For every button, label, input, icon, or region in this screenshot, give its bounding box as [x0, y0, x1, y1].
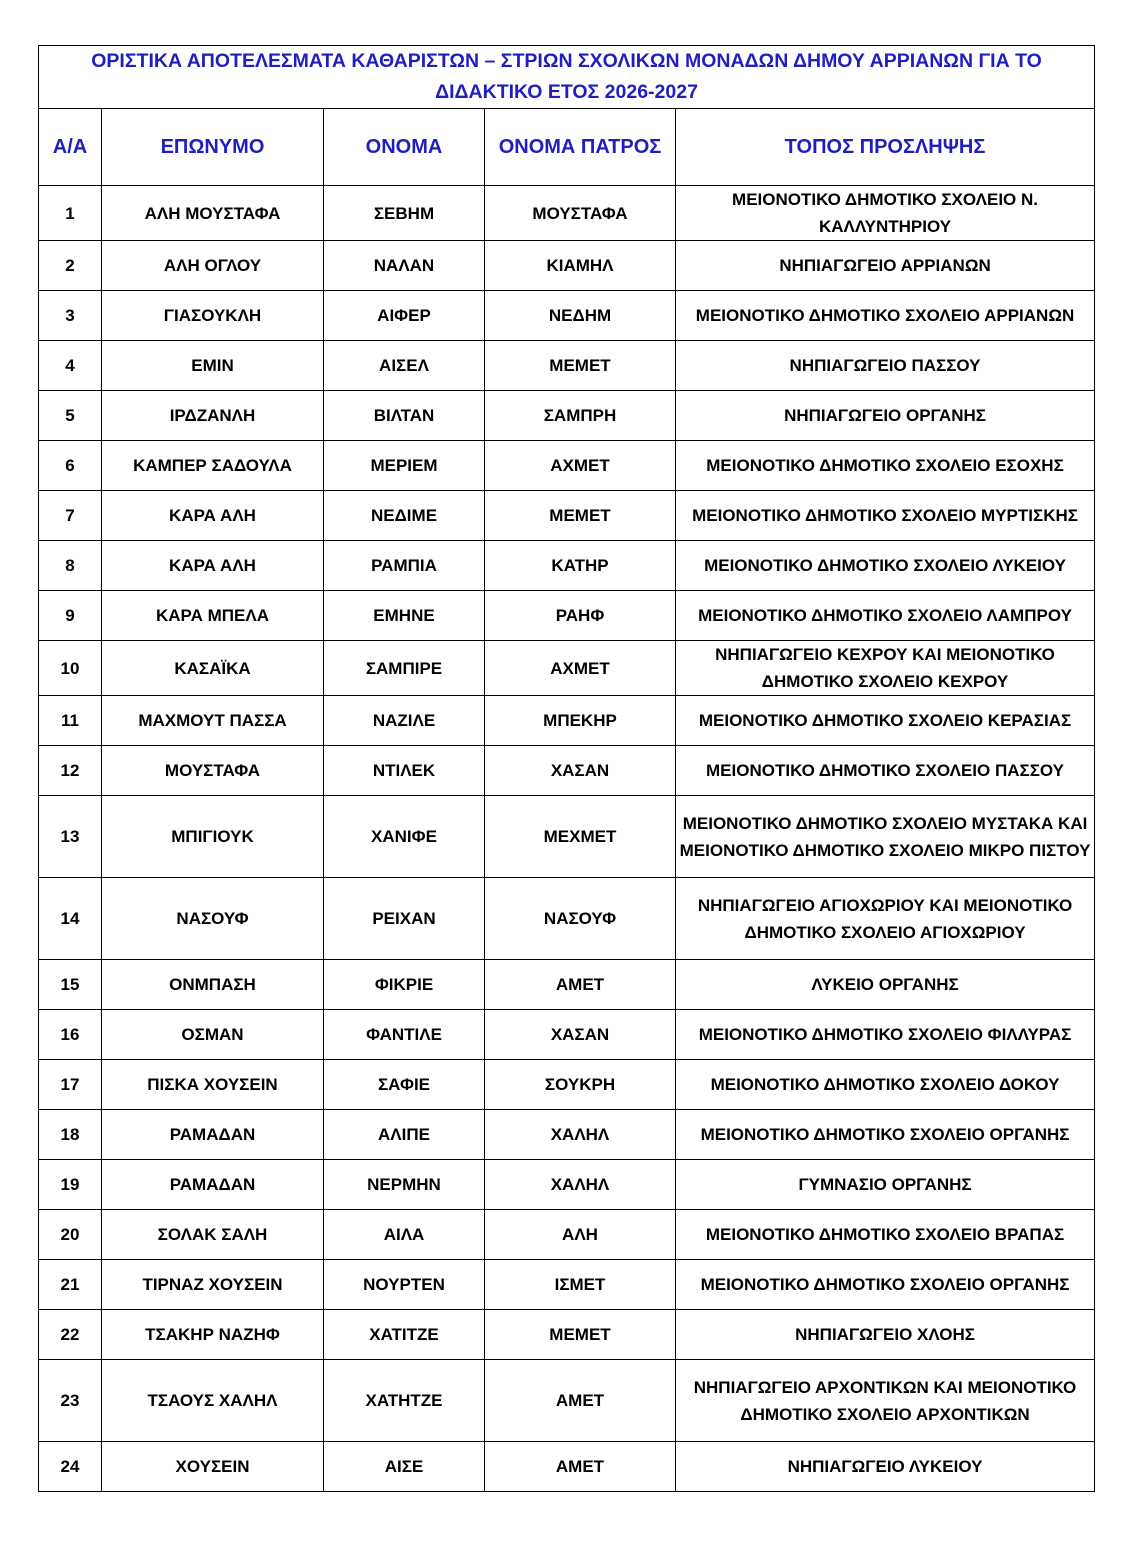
name-cell: ΒΙΛΤΑΝ: [324, 391, 485, 441]
name-cell: ΑΛΙΠΕ: [324, 1110, 485, 1160]
table-row: [39, 878, 1095, 960]
row-number: 22: [39, 1310, 102, 1360]
row-number: 17: [39, 1060, 102, 1110]
father-name-cell: ΝΑΣΟΥΦ: [485, 878, 676, 960]
place-cell: ΛΥΚΕΙΟ ΟΡΓΑΝΗΣ: [676, 960, 1095, 1010]
header-row: [39, 109, 1095, 186]
place-cell: ΜΕΙΟΝΟΤΙΚΟ ΔΗΜΟΤΙΚΟ ΣΧΟΛΕΙΟ ΛΑΜΠΡΟΥ: [676, 591, 1095, 641]
place-cell: ΝΗΠΙΑΓΩΓΕΙΟ ΛΥΚΕΙΟΥ: [676, 1442, 1095, 1492]
place-cell: ΜΕΙΟΝΟΤΙΚΟ ΔΗΜΟΤΙΚΟ ΣΧΟΛΕΙΟ ΚΕΡΑΣΙΑΣ: [676, 696, 1095, 746]
table-row: [39, 341, 1095, 391]
row-number: 4: [39, 341, 102, 391]
father-name-cell: ΚΙΑΜΗΛ: [485, 241, 676, 291]
surname-cell: ΣΟΛΑΚ ΣΑΛΗ: [102, 1210, 324, 1260]
document-title: ΟΡΙΣΤΙΚΑ ΑΠΟΤΕΛΕΣΜΑΤΑ ΚΑΘΑΡΙΣΤΩΝ – ΣΤΡΙΩΝ ΣΧΟΛΙΚΩΝ ΜΟΝΑΔΩΝ ΔΗΜΟΥ ΑΡΡΙΑΝΩΝ ΓΙΑ ΤΟ ΔΙΔΑΚΤΙΚΟ ΕΤΟΣ 2026-2027: [39, 46, 1095, 109]
results-table: [38, 45, 1095, 1492]
father-name-cell: ΧΑΣΑΝ: [485, 1010, 676, 1060]
table-row: [39, 696, 1095, 746]
father-name-cell: ΑΜΕΤ: [485, 1442, 676, 1492]
place-cell: ΓΥΜΝΑΣΙΟ ΟΡΓΑΝΗΣ: [676, 1160, 1095, 1210]
place-cell: ΜΕΙΟΝΟΤΙΚΟ ΔΗΜΟΤΙΚΟ ΣΧΟΛΕΙΟ Ν. ΚΑΛΛΥΝΤΗΡΙΟΥ: [676, 186, 1095, 241]
father-name-cell: ΡΑΗΦ: [485, 591, 676, 641]
place-cell: ΝΗΠΙΑΓΩΓΕΙΟ ΧΛΟΗΣ: [676, 1310, 1095, 1360]
name-cell: ΝΑΖΙΛΕ: [324, 696, 485, 746]
place-cell: ΝΗΠΙΑΓΩΓΕΙΟ ΚΕΧΡΟΥ ΚΑΙ ΜΕΙΟΝΟΤΙΚΟ ΔΗΜΟΤΙΚΟ ΣΧΟΛΕΙΟ ΚΕΧΡΟΥ: [676, 641, 1095, 696]
surname-cell: ΜΠΙΓΙΟΥΚ: [102, 796, 324, 878]
place-cell: ΜΕΙΟΝΟΤΙΚΟ ΔΗΜΟΤΙΚΟ ΣΧΟΛΕΙΟ ΟΡΓΑΝΗΣ: [676, 1110, 1095, 1160]
place-cell: ΝΗΠΙΑΓΩΓΕΙΟ ΠΑΣΣΟΥ: [676, 341, 1095, 391]
row-number: 8: [39, 541, 102, 591]
father-name-cell: ΑΛΗ: [485, 1210, 676, 1260]
surname-cell: ΑΛΗ ΜΟΥΣΤΑΦΑ: [102, 186, 324, 241]
name-cell: ΣΑΜΠΙΡΕ: [324, 641, 485, 696]
surname-cell: ΡΑΜΑΔΑΝ: [102, 1160, 324, 1210]
surname-cell: ΚΑΡΑ ΑΛΗ: [102, 541, 324, 591]
place-cell: ΜΕΙΟΝΟΤΙΚΟ ΔΗΜΟΤΙΚΟ ΣΧΟΛΕΙΟ ΒΡΑΠΑΣ: [676, 1210, 1095, 1260]
row-number: 20: [39, 1210, 102, 1260]
table-row: [39, 291, 1095, 341]
table-row: [39, 1110, 1095, 1160]
header-father-name: ΟΝΟΜΑ ΠΑΤΡΟΣ: [485, 109, 676, 186]
table-row: [39, 1010, 1095, 1060]
father-name-cell: ΣΟΥΚΡΗ: [485, 1060, 676, 1110]
row-number: 9: [39, 591, 102, 641]
father-name-cell: ΧΑΣΑΝ: [485, 746, 676, 796]
row-number: 6: [39, 441, 102, 491]
name-cell: ΜΕΡΙΕΜ: [324, 441, 485, 491]
place-cell: ΜΕΙΟΝΟΤΙΚΟ ΔΗΜΟΤΙΚΟ ΣΧΟΛΕΙΟ ΦΙΛΛΥΡΑΣ: [676, 1010, 1095, 1060]
table-row: [39, 241, 1095, 291]
row-number: 23: [39, 1360, 102, 1442]
place-cell: ΜΕΙΟΝΟΤΙΚΟ ΔΗΜΟΤΙΚΟ ΣΧΟΛΕΙΟ ΕΣΟΧΗΣ: [676, 441, 1095, 491]
table-row: [39, 1360, 1095, 1442]
name-cell: ΦΑΝΤΙΛΕ: [324, 1010, 485, 1060]
table-row: [39, 1260, 1095, 1310]
surname-cell: ΜΑΧΜΟΥΤ ΠΑΣΣΑ: [102, 696, 324, 746]
row-number: 16: [39, 1010, 102, 1060]
surname-cell: ΚΑΣΑΪΚΑ: [102, 641, 324, 696]
surname-cell: ΚΑΜΠΕΡ ΣΑΔΟΥΛΑ: [102, 441, 324, 491]
name-cell: ΧΑΝΙΦΕ: [324, 796, 485, 878]
name-cell: ΣΑΦΙΕ: [324, 1060, 485, 1110]
father-name-cell: ΑΧΜΕΤ: [485, 641, 676, 696]
table-row: [39, 1442, 1095, 1492]
name-cell: ΑΙΣΕ: [324, 1442, 485, 1492]
surname-cell: ΑΛΗ ΟΓΛΟΥ: [102, 241, 324, 291]
name-cell: ΣΕΒΗΜ: [324, 186, 485, 241]
father-name-cell: ΜΕΧΜΕΤ: [485, 796, 676, 878]
name-cell: ΝΑΛΑΝ: [324, 241, 485, 291]
header-place: ΤΟΠΟΣ ΠΡΟΣΛΗΨΗΣ: [676, 109, 1095, 186]
row-number: 15: [39, 960, 102, 1010]
father-name-cell: ΝΕΔΗΜ: [485, 291, 676, 341]
row-number: 1: [39, 186, 102, 241]
row-number: 7: [39, 491, 102, 541]
table-row: [39, 1160, 1095, 1210]
father-name-cell: ΜΠΕΚΗΡ: [485, 696, 676, 746]
header-name: ΟΝΟΜΑ: [324, 109, 485, 186]
title-row: [39, 46, 1095, 109]
row-number: 3: [39, 291, 102, 341]
surname-cell: ΠΙΣΚΑ ΧΟΥΣΕΙΝ: [102, 1060, 324, 1110]
name-cell: ΝΟΥΡΤΕΝ: [324, 1260, 485, 1310]
surname-cell: ΝΑΣΟΥΦ: [102, 878, 324, 960]
name-cell: ΑΙΣΕΛ: [324, 341, 485, 391]
row-number: 24: [39, 1442, 102, 1492]
name-cell: ΝΕΔΙΜΕ: [324, 491, 485, 541]
place-cell: ΜΕΙΟΝΟΤΙΚΟ ΔΗΜΟΤΙΚΟ ΣΧΟΛΕΙΟ ΛΥΚΕΙΟΥ: [676, 541, 1095, 591]
place-cell: ΜΕΙΟΝΟΤΙΚΟ ΔΗΜΟΤΙΚΟ ΣΧΟΛΕΙΟ ΟΡΓΑΝΗΣ: [676, 1260, 1095, 1310]
father-name-cell: ΚΑΤΗΡ: [485, 541, 676, 591]
surname-cell: ΕΜΙΝ: [102, 341, 324, 391]
table-row: [39, 1060, 1095, 1110]
surname-cell: ΚΑΡΑ ΑΛΗ: [102, 491, 324, 541]
results-document: [38, 45, 1094, 1492]
surname-cell: ΓΙΑΣΟΥΚΛΗ: [102, 291, 324, 341]
table-row: [39, 391, 1095, 441]
place-cell: ΜΕΙΟΝΟΤΙΚΟ ΔΗΜΟΤΙΚΟ ΣΧΟΛΕΙΟ ΑΡΡΙΑΝΩΝ: [676, 291, 1095, 341]
father-name-cell: ΑΧΜΕΤ: [485, 441, 676, 491]
surname-cell: ΜΟΥΣΤΑΦΑ: [102, 746, 324, 796]
place-cell: ΜΕΙΟΝΟΤΙΚΟ ΔΗΜΟΤΙΚΟ ΣΧΟΛΕΙΟ ΠΑΣΣΟΥ: [676, 746, 1095, 796]
name-cell: ΕΜΗΝΕ: [324, 591, 485, 641]
father-name-cell: ΧΑΛΗΛ: [485, 1160, 676, 1210]
father-name-cell: ΑΜΕΤ: [485, 960, 676, 1010]
surname-cell: ΧΟΥΣΕΙΝ: [102, 1442, 324, 1492]
place-cell: ΝΗΠΙΑΓΩΓΕΙΟ ΟΡΓΑΝΗΣ: [676, 391, 1095, 441]
row-number: 18: [39, 1110, 102, 1160]
father-name-cell: ΙΣΜΕΤ: [485, 1260, 676, 1310]
row-number: 14: [39, 878, 102, 960]
father-name-cell: ΜΟΥΣΤΑΦΑ: [485, 186, 676, 241]
row-number: 10: [39, 641, 102, 696]
table-row: [39, 746, 1095, 796]
table-row: [39, 641, 1095, 696]
name-cell: ΦΙΚΡΙΕ: [324, 960, 485, 1010]
table-row: [39, 960, 1095, 1010]
header-aa: Α/Α: [39, 109, 102, 186]
name-cell: ΑΙΦΕΡ: [324, 291, 485, 341]
surname-cell: ΙΡΔΖΑΝΛΗ: [102, 391, 324, 441]
place-cell: ΜΕΙΟΝΟΤΙΚΟ ΔΗΜΟΤΙΚΟ ΣΧΟΛΕΙΟ ΜΥΣΤΑΚΑ ΚΑΙ ΜΕΙΟΝΟΤΙΚΟ ΔΗΜΟΤΙΚΟ ΣΧΟΛΕΙΟ ΜΙΚΡΟ ΠΙΣΤΟΥ: [676, 796, 1095, 878]
name-cell: ΧΑΤΙΤΖΕ: [324, 1310, 485, 1360]
father-name-cell: ΜΕΜΕΤ: [485, 341, 676, 391]
place-cell: ΝΗΠΙΑΓΩΓΕΙΟ ΑΡΧΟΝΤΙΚΩΝ ΚΑΙ ΜΕΙΟΝΟΤΙΚΟ ΔΗΜΟΤΙΚΟ ΣΧΟΛΕΙΟ ΑΡΧΟΝΤΙΚΩΝ: [676, 1360, 1095, 1442]
surname-cell: ΤΣΑΟΥΣ ΧΑΛΗΛ: [102, 1360, 324, 1442]
name-cell: ΡΑΜΠΙΑ: [324, 541, 485, 591]
row-number: 21: [39, 1260, 102, 1310]
name-cell: ΝΕΡΜΗΝ: [324, 1160, 485, 1210]
name-cell: ΑΙΛΑ: [324, 1210, 485, 1260]
header-surname: ΕΠΩΝΥΜΟ: [102, 109, 324, 186]
name-cell: ΝΤΙΛΕΚ: [324, 746, 485, 796]
table-row: [39, 796, 1095, 878]
place-cell: ΝΗΠΙΑΓΩΓΕΙΟ ΑΓΙΟΧΩΡΙΟΥ ΚΑΙ ΜΕΙΟΝΟΤΙΚΟ ΔΗΜΟΤΙΚΟ ΣΧΟΛΕΙΟ ΑΓΙΟΧΩΡΙΟΥ: [676, 878, 1095, 960]
father-name-cell: ΜΕΜΕΤ: [485, 1310, 676, 1360]
place-cell: ΜΕΙΟΝΟΤΙΚΟ ΔΗΜΟΤΙΚΟ ΣΧΟΛΕΙΟ ΔΟΚΟΥ: [676, 1060, 1095, 1110]
row-number: 5: [39, 391, 102, 441]
father-name-cell: ΧΑΛΗΛ: [485, 1110, 676, 1160]
table-row: [39, 441, 1095, 491]
surname-cell: ΤΙΡΝΑΖ ΧΟΥΣΕΙΝ: [102, 1260, 324, 1310]
father-name-cell: ΑΜΕΤ: [485, 1360, 676, 1442]
surname-cell: ΤΣΑΚΗΡ ΝΑΖΗΦ: [102, 1310, 324, 1360]
row-number: 13: [39, 796, 102, 878]
surname-cell: ΟΝΜΠΑΣΗ: [102, 960, 324, 1010]
row-number: 12: [39, 746, 102, 796]
father-name-cell: ΜΕΜΕΤ: [485, 491, 676, 541]
table-row: [39, 186, 1095, 241]
table-row: [39, 541, 1095, 591]
table-row: [39, 1310, 1095, 1360]
table-row: [39, 491, 1095, 541]
row-number: 19: [39, 1160, 102, 1210]
place-cell: ΜΕΙΟΝΟΤΙΚΟ ΔΗΜΟΤΙΚΟ ΣΧΟΛΕΙΟ ΜΥΡΤΙΣΚΗΣ: [676, 491, 1095, 541]
row-number: 2: [39, 241, 102, 291]
name-cell: ΡΕΙΧΑΝ: [324, 878, 485, 960]
surname-cell: ΟΣΜΑΝ: [102, 1010, 324, 1060]
row-number: 11: [39, 696, 102, 746]
table-row: [39, 1210, 1095, 1260]
surname-cell: ΚΑΡΑ ΜΠΕΛΑ: [102, 591, 324, 641]
surname-cell: ΡΑΜΑΔΑΝ: [102, 1110, 324, 1160]
name-cell: ΧΑΤΗΤΖΕ: [324, 1360, 485, 1442]
father-name-cell: ΣΑΜΠΡΗ: [485, 391, 676, 441]
table-row: [39, 591, 1095, 641]
place-cell: ΝΗΠΙΑΓΩΓΕΙΟ ΑΡΡΙΑΝΩΝ: [676, 241, 1095, 291]
